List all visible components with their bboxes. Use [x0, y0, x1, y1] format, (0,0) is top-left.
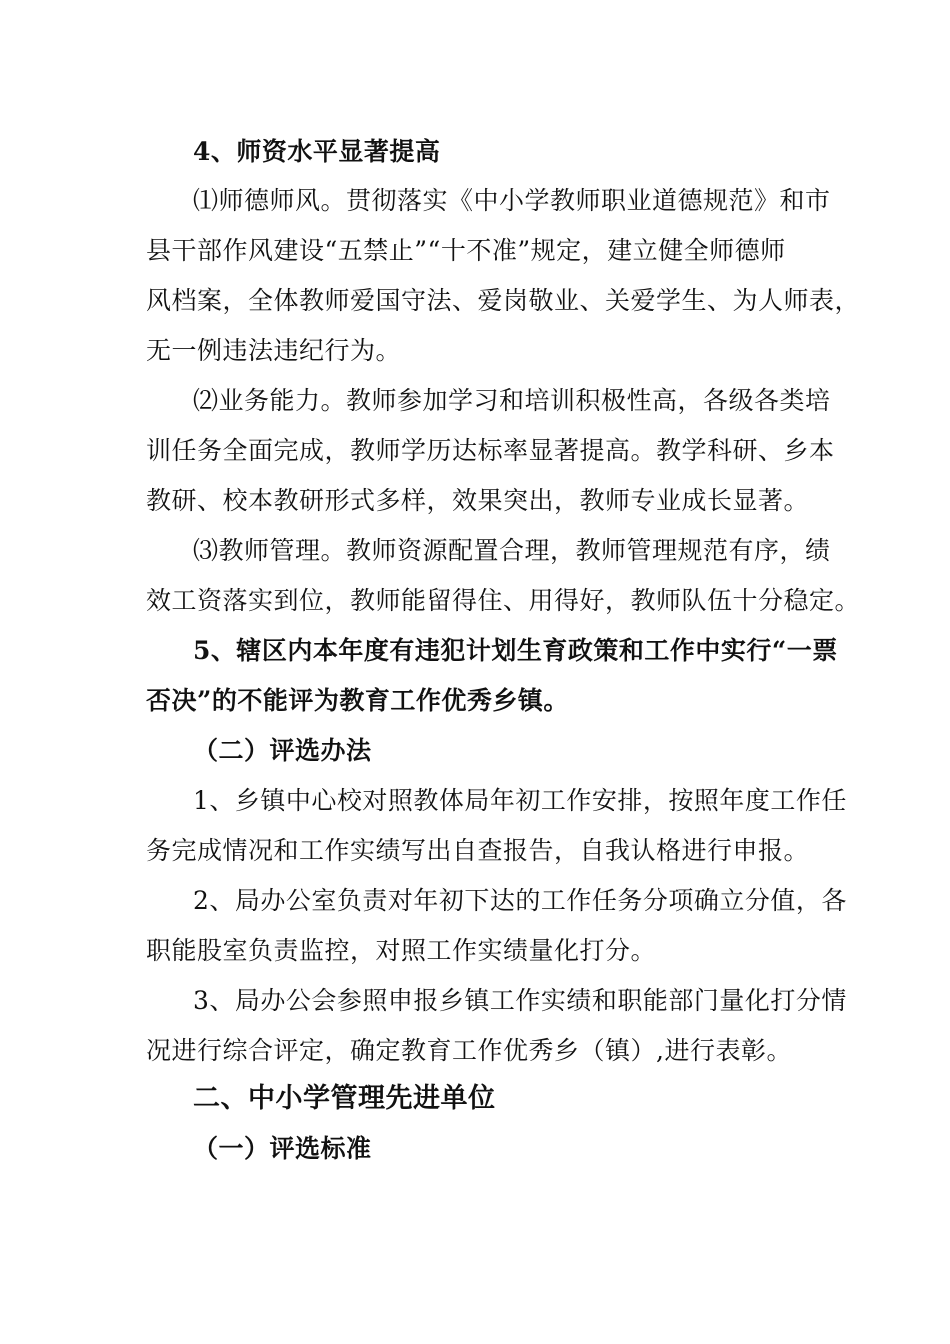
paragraph-line: 况进行综合评定，确定教育工作优秀乡（镇）,进行表彰。	[146, 1036, 792, 1065]
heading-family-planning-veto: 5、辖区内本年度有违犯计划生育政策和工作中实行“一票	[193, 636, 838, 665]
paragraph-line: 教研、校本教研形式多样，效果突出，教师专业成长显著。	[146, 486, 810, 515]
heading-teacher-quality: 4、师资水平显著提高	[193, 137, 441, 166]
subheading-selection-criteria: （一）评选标准	[193, 1134, 372, 1163]
paragraph-line: ⑴师德师风。贯彻落实《中小学教师职业道德规范》和市	[193, 186, 831, 215]
paragraph-line: 训任务全面完成，教师学历达标率显著提高。教学科研、乡本	[146, 436, 835, 465]
paragraph-line: 务完成情况和工作实绩写出自查报告，自我认格进行申报。	[146, 836, 810, 865]
paragraph-line: 效工资落实到位，教师能留得住、用得好，教师队伍十分稳定。	[146, 586, 861, 615]
paragraph-line: 无一例违法违纪行为。	[146, 336, 402, 365]
paragraph-line: 1、乡镇中心校对照教体局年初工作安排，按照年度工作任	[193, 786, 847, 815]
paragraph-line: ⑵业务能力。教师参加学习和培训积极性高，各级各类培	[193, 386, 831, 415]
paragraph-line: 2、局办公室负责对年初下达的工作任务分项确立分值，各	[193, 886, 847, 915]
paragraph-line: 风档案，全体教师爱国守法、爱岗敬业、关爱学生、为人师表，	[146, 286, 861, 315]
paragraph-line: 3、局办公会参照申报乡镇工作实绩和职能部门量化打分情	[193, 986, 847, 1015]
paragraph-line: ⑶教师管理。教师资源配置合理，教师管理规范有序，绩	[193, 536, 831, 565]
heading-family-planning-veto-cont: 否决”的不能评为教育工作优秀乡镇。	[146, 686, 569, 715]
subheading-selection-method: （二）评选办法	[193, 736, 372, 765]
paragraph-line: 县干部作风建设“五禁止”“十不准”规定，建立健全师德师	[146, 236, 786, 265]
section-heading-advanced-units: 二、中小学管理先进单位	[193, 1083, 496, 1114]
paragraph-line: 职能股室负责监控，对照工作实绩量化打分。	[146, 936, 657, 965]
